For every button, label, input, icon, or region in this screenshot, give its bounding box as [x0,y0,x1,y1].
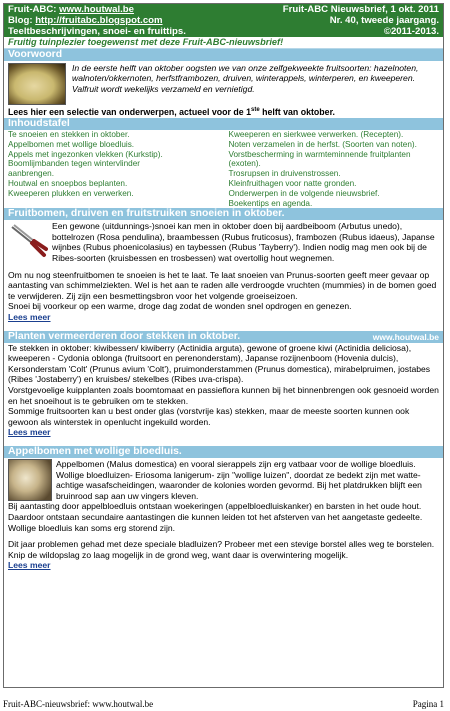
issue-number: Nr. 40, tweede jaargang. [329,15,439,26]
blog-link[interactable]: http://fruitabc.blogspot.com [35,15,163,26]
voorwoord-body [4,61,443,105]
stekken-read-more-link[interactable]: Lees meer [8,427,51,438]
footer-site: Fruit-ABC-nieuwsbrief: www.houtwal.be [3,699,154,709]
voorwoord-paragraph: In de eerste helft van oktober oogsten we van onze zelfgekweekte fruitsoorten: hazelnoten, walnoten/okkernoten, herfstframbozen, druiven, winterappels, winterperen, en kweeperen. [72,63,419,84]
newsletter-page [3,3,444,688]
stekken-heading: Planten vermeerderen door stekken in oktober. [8,330,241,342]
stekken-url[interactable]: www.houtwal.be [372,331,439,342]
section-snoeien-title [4,208,443,220]
toc-item[interactable]: Te snoeien en stekken in oktober. [8,129,130,139]
copyright: ©2011-2013. [383,26,439,37]
snoeien-paragraph-2: Om nu nog steenfruitbomen te snoeien is het te laat. Te laat snoeien van Prunus-soorten geeft meer gevaar op aantasting van schimmelziekten. Wel is het aan te raden alle verdroogde vruchten (mummies) in de bomen goed te verwijderen. Zij zijn een besmettingsbron voor het volgende groeiseizoen. [8,269,437,301]
stekken-paragraph-2: Vorstgevoelige kuipplanten zoals boomtomaat en passieflora kunnen bij het binnenbrengen ook gesnoeid worden en het snoeihout is te gebruiken om te stekken. [8,385,439,406]
snoeien-paragraph-1: Een gewone (uitdunnings-)snoei kan men in oktober doen bij aardbeiboom (Arbutus unedo), bottelrozen (Rosa pendulina), braambessen (Rubus fruticosus), frambozen (Rubus idaeus), Japanse wijnbes (Rubus phoenicolasius) en taybessen (Rubus 'Tayberry'). Indien nodig mag men ook bij de Ribes-soorten (kruisbessen en trosbessen) wat overtollig hout wegnemen. [52,221,435,264]
bloedluis-paragraph-2: Wollige bloedluizen- Eriosoma lanigerum- zijn "wollige luizen", doordat ze bedekt zijn met watte-achtige wasafscheidingen, waaronder de kolonies worden gevormd. Bij het platdrukken blijft een bruinrood sap aan uw vingers kleven. [56,469,422,501]
voorwoord-heading: Voorwoord [8,49,63,60]
bloedluis-more-wrap [4,560,443,571]
toc-item[interactable]: Noten verzamelen in de herfst. (Soorten van noten). [228,139,417,149]
snoeien-intro [4,220,443,263]
section-bloedluis-title [4,446,443,458]
snoeien-read-more-link[interactable]: Lees meer [8,312,51,323]
toc-right-column [229,130,440,208]
toc-item[interactable]: Houtwal en snoepbos beplanten. [8,178,128,188]
table-of-contents [4,130,443,208]
snoeien-heading: Fruitbomen, druiven en fruitstruiken snoeien in oktober. [8,208,285,220]
bold-line-sup: ste [251,107,260,113]
toc-item[interactable]: aanbrengen. [8,169,54,179]
toc-item[interactable]: Kleinfruithagen voor natte gronden. [228,178,357,188]
houtwal-link[interactable]: www.houtwal.be [59,4,134,15]
snoeien-more-wrap [4,312,443,323]
toc-left-column [8,130,219,208]
toc-item[interactable]: Trosrupsen in druivenstrossen. [228,169,341,179]
label-blog: Blog: [8,15,33,26]
toc-item[interactable]: Vorstbescherming in warmteminnende fruitplanten [228,149,411,159]
toc-item[interactable]: Kweeperen plukken en verwerken. [8,188,134,198]
voorwoord-text [72,63,439,105]
header-site-line [8,4,134,15]
voorwoord-paragraph-2: Valfruit wordt wekelijks verzameld en vernietigd. [72,83,255,94]
bloedluis-paragraph-4: Dit jaar problemen gehad met deze speciale bladluizen? Probeer met een stevige borstel alles weg te borstelen. Knip de wildopslag zo laag mogelijk in de grond weg, want daar is overwintering mogelijk. [8,539,435,560]
bold-line-text: Lees hier een selectie van onderwerpen, actueel voor de 1 [8,106,251,117]
footer-page-number: Pagina 1 [412,699,444,709]
section-inhoud-title [4,118,443,130]
inhoud-heading: Inhoudstafel [8,117,70,129]
bloedluis-paragraph-3: Bij aantasting door appelbloedluis ontstaan woekeringen (appelbloedluiskanker) en barsten in het oude hout. Daardoor ontstaan secundaire aantastingen die kunnen leiden tot het afsterven van het aangetaste gedeelte. Wollige bloedluis kan soms erg storend zijn. [8,501,423,533]
stekken-paragraph-1: Te stekken in oktober: kiwibessen/ kiwiberry (Actinidia arguta), gewone of groene kiwi (Actinidia deliciosa), kweeperen - Cydonia oblonga (fruitsoort en perenonderstam), Japanse rozijnenboom (Hovenia dulcis), Kersonderstam 'Colt' (Prunus avium 'Colt'), pruimonderstammen (Prunus domestica), mirabelpruimen, jostabes (Ribes 'Jostaberry') en kruisbes/ stekelbes (Ribes uva-crispa). [8,342,431,385]
tagline: Fruitig tuinplezier toegewenst met deze Fruit-ABC-nieuwsbrief! [4,37,443,49]
bloedluis-intro-text [52,459,439,501]
toc-item[interactable]: (exoten). [228,159,261,169]
stekken-paragraph-3: Sommige fruitsoorten kan u best onder glas (vorstvrije kas) stekken, maar de meeste soorten kunnen ook gewoon als winterstek in openlucht ingekuild worden. [8,406,410,427]
toc-item[interactable]: Appels met ingezonken vlekken (Kurkstip). [8,149,163,159]
newsletter-header [4,4,443,37]
stekken-more-wrap [4,427,443,438]
page-footer [3,699,444,709]
toc-item[interactable]: Appelbomen met wollige bloedluis. [8,139,135,149]
woolly-aphid-image [8,459,52,501]
snoeien-paragraph-3: Snoei bij voorkeur op een warme, droge dag zodat de wonden snel opdrogen en genezen. [8,301,352,312]
bloedluis-read-more-link[interactable]: Lees meer [8,560,51,571]
section-voorwoord-title [4,49,443,61]
toc-item[interactable]: Boomlijmbanden tegen wintervlinder [8,159,140,169]
newsletter-date: Fruit-ABC Nieuwsbrief, 1 okt. 2011 [282,4,439,15]
bold-line-end: helft van oktober. [259,106,335,117]
toc-item[interactable]: Kweeperen en sierkwee verwerken. (Recepten). [228,129,404,139]
pruning-shears-icon [8,221,48,259]
header-subtitle: Teeltbeschrijvingen, snoei- en fruittips. [8,26,186,37]
bloedluis-heading: Appelbomen met wollige bloedluis. [8,445,182,457]
voorwoord-bold-line [4,105,443,118]
toc-item[interactable]: Boekentips en agenda. [228,198,313,208]
pear-image [8,63,66,105]
header-blog-line [8,15,163,26]
toc-item[interactable]: Onderwerpen in de volgende nieuwsbrief. [228,188,380,198]
bloedluis-intro [4,458,443,501]
label-fruitabc: Fruit-ABC: [8,4,57,15]
bloedluis-paragraph-1: Appelbomen (Malus domestica) en vooral sierappels zijn erg vatbaar voor de wollige bloedluis. [56,458,416,469]
section-stekken-title [4,331,443,343]
